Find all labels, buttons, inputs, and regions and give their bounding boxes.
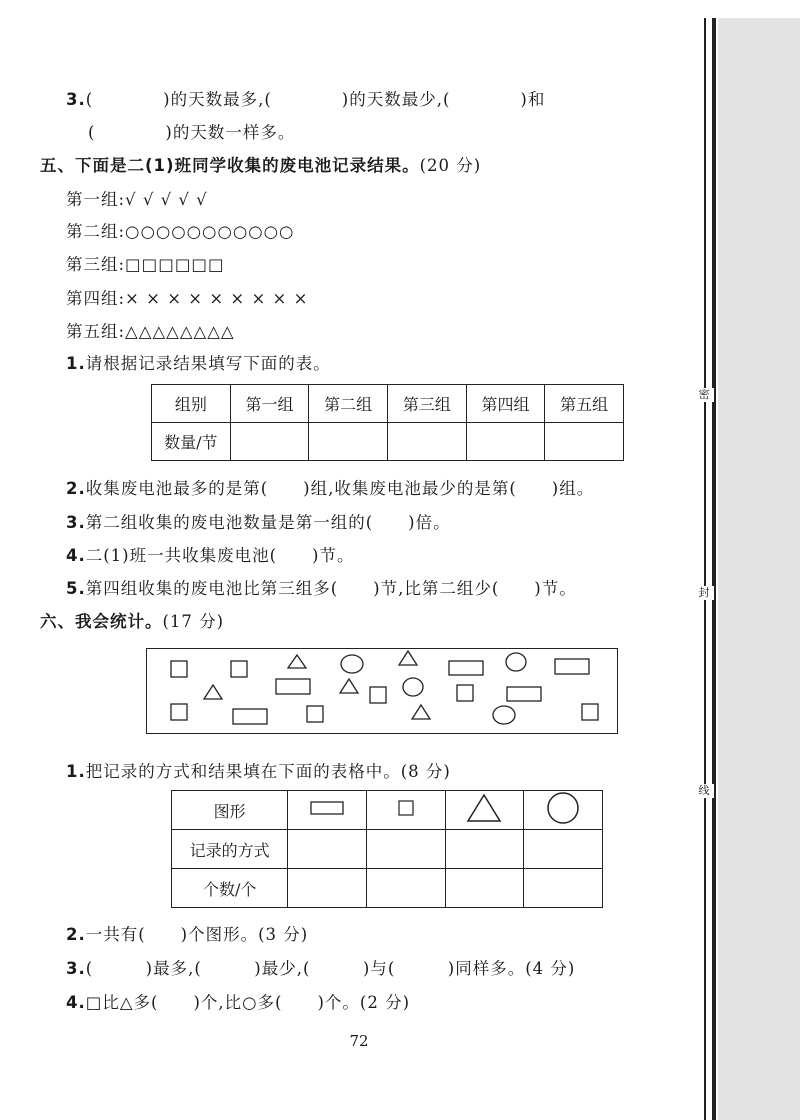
section6-title: 六、我会统计。 [40, 612, 163, 631]
tally-header-square [367, 791, 446, 830]
answer-cell[interactable] [288, 830, 367, 869]
section6-q4: 4.□比△多( )个,比○多( )个。(2 分) [66, 993, 411, 1012]
section5-q1: 1.请根据记录结果填写下面的表。 [66, 354, 331, 373]
square-shape [582, 704, 598, 720]
seal-mark-feng: 封 [694, 586, 714, 600]
margin-rule-thick [712, 18, 716, 1120]
section6-q3: 3.( )最多,( )最少,( )与( )同样多。(4 分) [66, 959, 576, 978]
answer-cell[interactable] [288, 869, 367, 908]
section6-heading [40, 608, 224, 632]
battery-table-header: 第四组 [466, 385, 545, 423]
circle-shape [341, 655, 363, 673]
tally-table-count-label: 个数/个 [172, 869, 288, 908]
tally-header-triangle [445, 791, 524, 830]
section5-q5: 5.第四组收集的废电池比第三组多( )节,比第二组少( )节。 [66, 579, 577, 598]
circle-icon [546, 791, 580, 825]
battery-table-header-row [152, 385, 624, 423]
prev-q3-line1: 3.( )的天数最多,( )的天数最少,( )和 [66, 90, 546, 109]
question-number: 3. [66, 513, 86, 532]
triangle-shape [204, 685, 222, 699]
battery-table-header: 第五组 [545, 385, 624, 423]
square-shape [307, 706, 323, 722]
answer-cell[interactable] [388, 423, 467, 461]
section5-q4: 4.二(1)班一共收集废电池( )节。 [66, 546, 355, 565]
shape-tally-table [171, 790, 603, 908]
question-number: 5. [66, 579, 86, 598]
battery-table-row-label: 数量/节 [152, 423, 231, 461]
battery-table-header: 第三组 [388, 385, 467, 423]
answer-cell[interactable] [545, 423, 624, 461]
tally-table-method-label: 记录的方式 [172, 830, 288, 869]
circle-shape [493, 706, 515, 724]
square-shape [171, 661, 187, 677]
tally-table-shape-row [172, 791, 603, 830]
tally-table-method-row [172, 830, 603, 869]
square-shape [171, 704, 187, 720]
triangle-shape [412, 705, 430, 719]
tally-header-circle [524, 791, 603, 830]
group2-record: 第二组:○○○○○○○○○○○ [66, 222, 295, 241]
circle-shape [506, 653, 526, 671]
answer-cell[interactable] [367, 869, 446, 908]
battery-table [151, 384, 624, 461]
group5-record: 第五组:△△△△△△△△ [66, 322, 235, 341]
prev-q3-line2: ( )的天数一样多。 [88, 123, 296, 142]
group4-record: 第四组:× × × × × × × × × [66, 289, 309, 308]
answer-cell[interactable] [466, 423, 545, 461]
triangle-shape [340, 679, 358, 693]
seal-mark-mi: 密 [694, 388, 714, 402]
rectangle-shape [449, 661, 483, 675]
answer-cell[interactable] [230, 423, 309, 461]
margin-rule [704, 18, 706, 1120]
section6-q2: 2.一共有( )个图形。(3 分) [66, 925, 309, 944]
question-number: 1. [66, 762, 86, 781]
section6-q1: 1.把记录的方式和结果填在下面的表格中。(8 分) [66, 762, 451, 781]
tally-header-rectangle [288, 791, 367, 830]
section5-q2: 2.收集废电池最多的是第( )组,收集废电池最少的是第( )组。 [66, 479, 595, 498]
question-number: 4. [66, 546, 86, 565]
square-shape [231, 661, 247, 677]
triangle-shape [288, 655, 306, 668]
question-number: 4. [66, 993, 86, 1012]
answer-cell[interactable] [445, 830, 524, 869]
triangle-shape [399, 651, 417, 665]
group1-record: 第一组:√ √ √ √ √ [66, 190, 208, 209]
question-number: 2. [66, 925, 86, 944]
question-number: 1. [66, 354, 86, 373]
square-icon [397, 799, 415, 817]
battery-table-header: 第一组 [230, 385, 309, 423]
battery-table-count-row [152, 423, 624, 461]
shape-collection [147, 649, 617, 733]
section5-q3: 3.第二组收集的废电池数量是第一组的( )倍。 [66, 513, 451, 532]
question-number: 3. [66, 959, 86, 978]
tally-table-header-label: 图形 [172, 791, 288, 830]
group3-record: 第三组:□□□□□□ [66, 255, 225, 274]
answer-cell[interactable] [524, 869, 603, 908]
answer-cell[interactable] [309, 423, 388, 461]
tally-table-count-row [172, 869, 603, 908]
circle-shape [403, 678, 423, 696]
section6-score: (17 分) [162, 612, 225, 631]
rectangle-shape [555, 659, 589, 674]
rectangle-shape [507, 687, 541, 701]
page-number: 72 [349, 1032, 369, 1050]
question-number: 3. [66, 90, 86, 109]
binding-margin [718, 18, 800, 1120]
answer-cell[interactable] [524, 830, 603, 869]
square-shape [370, 687, 386, 703]
shape-collection-box [146, 648, 618, 734]
question-number: 2. [66, 479, 86, 498]
section5-heading [40, 152, 481, 176]
section5-title: 五、下面是二(1)班同学收集的废电池记录结果。 [40, 156, 420, 175]
battery-table-header: 第二组 [309, 385, 388, 423]
answer-cell[interactable] [367, 830, 446, 869]
rectangle-shape [276, 679, 310, 694]
answer-cell[interactable] [445, 869, 524, 908]
triangle-icon [466, 793, 502, 823]
rectangle-shape [233, 709, 267, 724]
rectangle-icon [309, 800, 345, 816]
seal-mark-xian: 线 [694, 784, 714, 798]
square-shape [457, 685, 473, 701]
section5-score: (20 分) [419, 156, 482, 175]
battery-table-header: 组别 [152, 385, 231, 423]
